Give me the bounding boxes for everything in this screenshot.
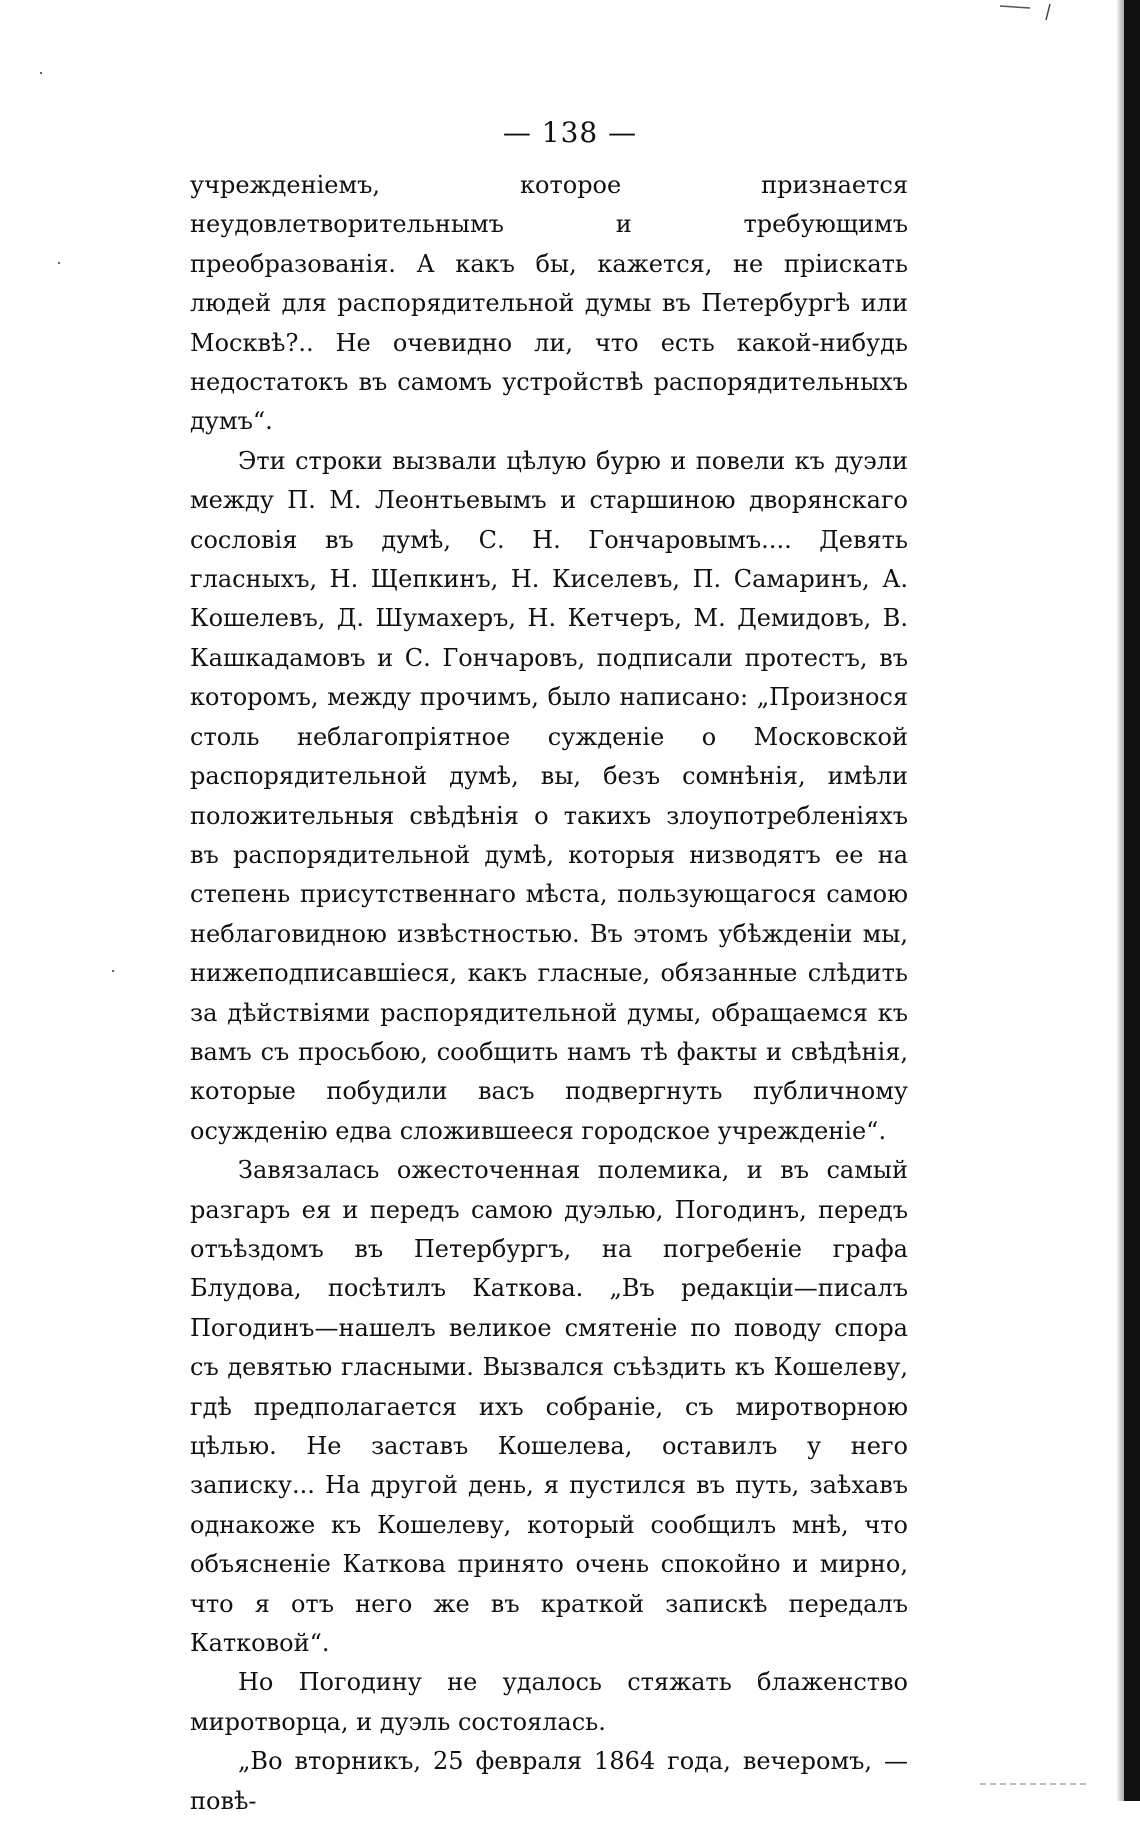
scan-artifact-top: [960, 0, 1080, 24]
paragraph-duel-occurred: Но Погодину не удалось стяжать блаженство миротворца, и дуэль состоялась.: [190, 1668, 908, 1736]
scan-speck: [112, 970, 114, 972]
scan-artifact-bottom: [980, 1779, 1100, 1789]
page-edge-shadow: [1124, 0, 1140, 1801]
page-number: — 138 —: [502, 116, 638, 149]
paragraph-polemic: Завязалась ожесточенная полемика, и въ самый разгаръ ея и передъ самою дуэлью, Погодинъ, передъ отъѣздомъ въ Петербургъ, на погребеніе графа Блудова, посѣтилъ Каткова. „Въ редакціи—писалъ Погодинъ—нашелъ великое смятеніе по поводу спора съ девятью гласными. Вызвался съѣздить къ Кошелеву, гдѣ предполагается ихъ собраніе, съ миротворною цѣлью. Не заставъ Кошелева, оставилъ у него записку... На другой день, я пустился въ путь, заѣхавъ однакоже къ Кошелеву, который сообщилъ мнѣ, что объясненіе Каткова принято очень спокойно и мирно, что я отъ него же въ краткой запискѣ передалъ Катковой“.: [190, 1156, 908, 1658]
paragraph-tuesday: „Во вторникъ, 25 февраля 1864 года, вечеромъ, — повѣ-: [190, 1747, 908, 1815]
paragraph-duel-protest: Эти строки вызвали цѣлую бурю и повели къ дуэли между П. М. Леонтьевымъ и старшиною дворянскаго сословія въ думѣ, С. Н. Гончаровымъ.... Девять гласныхъ, Н. Щепкинъ, Н. Киселевъ, П. Самаринъ, А. Кошелевъ, Д. Шумахеръ, Н. Кетчеръ, М. Демидовъ, В. Кашкадамовъ и С. Гончаровъ, подписали протестъ, въ которомъ, между прочимъ, было написано: „Произнося столь неблагопріятное сужденіе о Московской распорядительной думѣ, вы, безъ сомнѣнія, имѣли положительныя свѣдѣнія о такихъ злоупотребленіяхъ въ распорядительной думѣ, которыя низводятъ ее на степень присутственнаго мѣста, пользующагося самою неблаговидною извѣстностью. Въ этомъ убѣжденіи мы, нижеподписавшіеся, какъ гласные, обязанные слѣдить за дѣйствіями распорядительной думы, обращаемся къ вамъ съ просьбою, сообщить намъ тѣ факты и свѣдѣнія, которые побудили васъ подвергнуть публичному осужденію едва сложившееся городское учрежденіе“.: [190, 446, 908, 1145]
paragraph-continuation: учрежденіемъ, которое признается неудовлетворительнымъ и требующимъ преобразованія. А какъ бы, кажется, не пріискать людей для распорядительной думы въ Петербургѣ или Москвѣ?.. Не очевидно ли, что есть какой-нибудь недостатокъ въ самомъ устройствѣ распорядительныхъ думъ“.: [190, 171, 908, 436]
scan-speck: [40, 72, 42, 74]
scan-speck: [58, 262, 60, 264]
body-text: [190, 166, 908, 1821]
page-edge-gradient: [1116, 0, 1124, 1801]
